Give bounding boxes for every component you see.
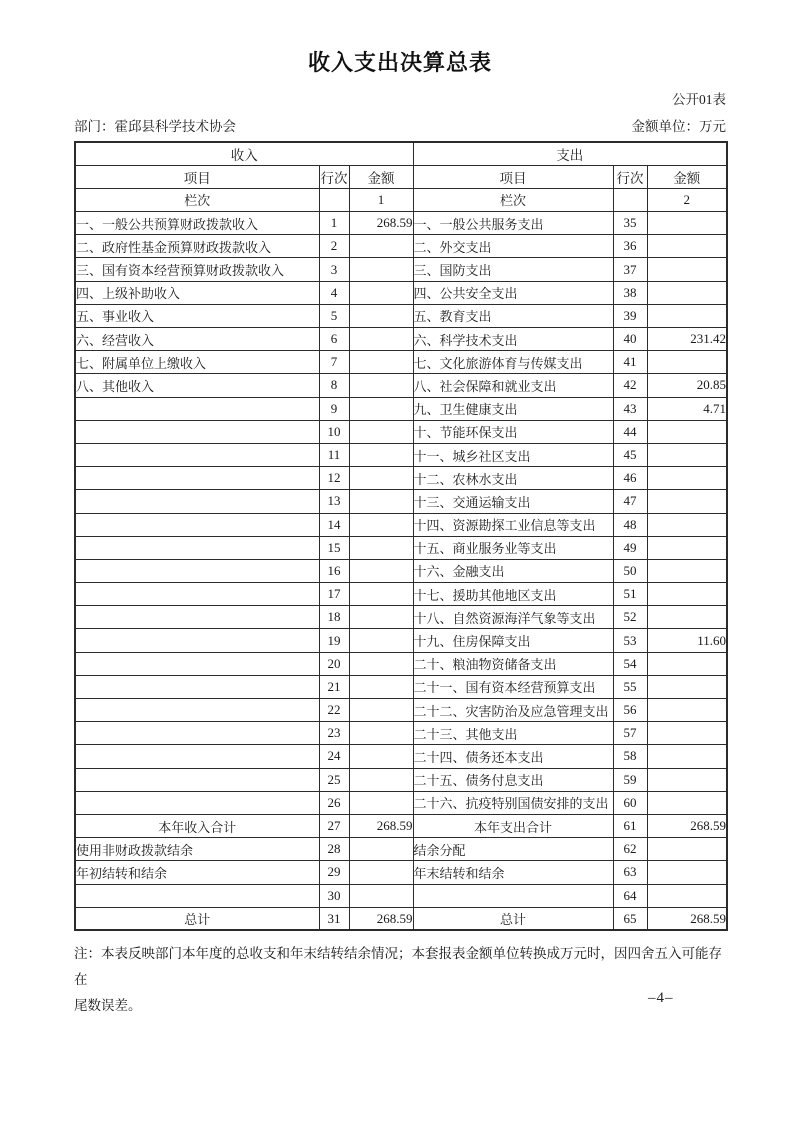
income-amount-cell (349, 791, 413, 814)
income-item-cell (75, 606, 319, 629)
table-row (75, 328, 727, 351)
expense-line-cell: 38 (613, 281, 647, 304)
income-amount-cell (349, 629, 413, 652)
expense-item-cell: 二十三、其他支出 (413, 722, 613, 745)
expense-amount-cell (647, 722, 727, 745)
income-amount-cell (349, 884, 413, 907)
income-line-cell: 4 (319, 281, 349, 304)
table-row (75, 490, 727, 513)
expense-amount-cell (647, 351, 727, 374)
expense-line-cell: 53 (613, 629, 647, 652)
expense-item-cell: 十二、农林水支出 (413, 467, 613, 490)
income-amount-cell (349, 328, 413, 351)
expense-line-header: 行次 (613, 165, 647, 188)
expense-amount-cell (647, 745, 727, 768)
expense-line-cell: 36 (613, 235, 647, 258)
income-line-cell: 27 (319, 814, 349, 837)
expense-item-cell (413, 884, 613, 907)
expense-item-cell: 十七、援助其他地区支出 (413, 583, 613, 606)
expense-amount-cell (647, 467, 727, 490)
income-item-cell: 六、经营收入 (75, 328, 319, 351)
expense-amount-cell (647, 420, 727, 443)
expense-item-cell: 总计 (413, 907, 613, 930)
section-header-row (75, 142, 727, 165)
expense-amount-cell (647, 443, 727, 466)
expense-item-cell: 七、文化旅游体育与传媒支出 (413, 351, 613, 374)
expense-line-cell: 59 (613, 768, 647, 791)
income-line-cell: 2 (319, 235, 349, 258)
expense-line-cell: 37 (613, 258, 647, 281)
income-item-cell (75, 583, 319, 606)
income-lanci-line-cell (319, 188, 349, 211)
expense-line-cell: 40 (613, 328, 647, 351)
expense-line-cell: 46 (613, 467, 647, 490)
income-line-cell: 19 (319, 629, 349, 652)
income-item-cell: 四、上级补助收入 (75, 281, 319, 304)
income-line-cell: 21 (319, 675, 349, 698)
expense-line-cell: 42 (613, 374, 647, 397)
expense-item-cell: 十八、自然资源海洋气象等支出 (413, 606, 613, 629)
income-line-cell: 13 (319, 490, 349, 513)
income-amount-cell (349, 768, 413, 791)
expense-item-cell: 三、国防支出 (413, 258, 613, 281)
expense-line-cell: 61 (613, 814, 647, 837)
income-section-header: 收入 (75, 142, 413, 165)
expense-amount-cell (647, 675, 727, 698)
expense-amount-cell (647, 884, 727, 907)
income-lanci-cell: 栏次 (75, 188, 319, 211)
expense-section-header: 支出 (413, 142, 727, 165)
income-item-cell: 一、一般公共预算财政拨款收入 (75, 212, 319, 235)
table-row (75, 258, 727, 281)
income-line-cell: 16 (319, 559, 349, 582)
income-amount-cell (349, 467, 413, 490)
income-item-cell (75, 443, 319, 466)
expense-col-index-cell: 2 (647, 188, 727, 211)
income-line-cell: 28 (319, 838, 349, 861)
page-title: 收入支出决算总表 (307, 50, 492, 75)
unit-label: 金额单位：万元 (631, 119, 726, 134)
expense-line-cell: 54 (613, 652, 647, 675)
expense-line-cell: 56 (613, 699, 647, 722)
expense-item-cell: 结余分配 (413, 838, 613, 861)
income-amount-header: 金额 (349, 165, 413, 188)
income-item-cell: 使用非财政拨款结余 (75, 838, 319, 861)
income-line-cell: 6 (319, 328, 349, 351)
expense-line-cell: 65 (613, 907, 647, 930)
income-line-cell: 12 (319, 467, 349, 490)
expense-amount-cell (647, 513, 727, 536)
expense-item-cell: 十五、商业服务业等支出 (413, 536, 613, 559)
income-amount-cell (349, 304, 413, 327)
income-item-cell: 七、附属单位上缴收入 (75, 351, 319, 374)
table-row (75, 374, 727, 397)
expense-amount-cell (647, 559, 727, 582)
income-amount-cell (349, 745, 413, 768)
expense-lanci-cell: 栏次 (413, 188, 613, 211)
income-item-header: 项目 (75, 165, 319, 188)
income-item-cell (75, 513, 319, 536)
income-item-cell (75, 675, 319, 698)
income-item-cell (75, 699, 319, 722)
income-line-cell: 17 (319, 583, 349, 606)
income-amount-cell: 268.59 (349, 907, 413, 930)
income-line-cell: 24 (319, 745, 349, 768)
column-index-row (75, 188, 727, 211)
expense-item-cell: 二、外交支出 (413, 235, 613, 258)
income-item-cell: 年初结转和结余 (75, 861, 319, 884)
department-label: 部门：霍邱县科学技术协会 (74, 119, 236, 134)
expense-line-cell: 48 (613, 513, 647, 536)
expense-amount-cell (647, 699, 727, 722)
expense-item-cell: 十九、住房保障支出 (413, 629, 613, 652)
income-item-cell (75, 791, 319, 814)
income-amount-cell (349, 397, 413, 420)
table-row (75, 814, 727, 837)
expense-line-cell: 50 (613, 559, 647, 582)
expense-amount-cell (647, 768, 727, 791)
expense-item-cell: 二十一、国有资本经营预算支出 (413, 675, 613, 698)
income-item-cell: 八、其他收入 (75, 374, 319, 397)
expense-line-cell: 51 (613, 583, 647, 606)
income-col-index-cell: 1 (349, 188, 413, 211)
income-line-cell: 14 (319, 513, 349, 536)
income-line-cell: 29 (319, 861, 349, 884)
income-amount-cell (349, 443, 413, 466)
income-amount-cell (349, 536, 413, 559)
income-item-cell (75, 722, 319, 745)
income-line-cell: 26 (319, 791, 349, 814)
footnote-line-1: 注：本表反映部门本年度的总收支和年末结转结余情况；本套报表金额单位转换成万元时，因四舍五入可能存在 (74, 946, 722, 988)
table-row (75, 235, 727, 258)
income-line-cell: 7 (319, 351, 349, 374)
table-row (75, 652, 727, 675)
table-row (75, 907, 727, 930)
income-amount-cell (349, 420, 413, 443)
expense-line-cell: 60 (613, 791, 647, 814)
expense-line-cell: 39 (613, 304, 647, 327)
income-line-cell: 5 (319, 304, 349, 327)
income-amount-cell (349, 513, 413, 536)
expense-item-cell: 九、卫生健康支出 (413, 397, 613, 420)
income-item-cell (75, 420, 319, 443)
table-row (75, 304, 727, 327)
table-row (75, 559, 727, 582)
expense-amount-cell (647, 791, 727, 814)
expense-line-cell: 43 (613, 397, 647, 420)
income-item-cell: 本年收入合计 (75, 814, 319, 837)
expense-line-cell: 41 (613, 351, 647, 374)
expense-amount-cell (647, 490, 727, 513)
income-amount-cell (349, 583, 413, 606)
expense-line-cell: 55 (613, 675, 647, 698)
income-item-cell (75, 884, 319, 907)
expense-line-cell: 45 (613, 443, 647, 466)
expense-amount-cell: 268.59 (647, 814, 727, 837)
table-row (75, 583, 727, 606)
table-row (75, 467, 727, 490)
table-row (75, 791, 727, 814)
expense-line-cell: 49 (613, 536, 647, 559)
income-item-cell: 总计 (75, 907, 319, 930)
expense-line-cell: 64 (613, 884, 647, 907)
income-item-cell (75, 536, 319, 559)
expense-item-cell: 年末结转和结余 (413, 861, 613, 884)
table-row (75, 699, 727, 722)
expense-line-cell: 62 (613, 838, 647, 861)
expense-item-cell: 四、公共安全支出 (413, 281, 613, 304)
income-item-cell (75, 397, 319, 420)
expense-line-cell: 58 (613, 745, 647, 768)
income-amount-cell (349, 722, 413, 745)
page-number: –4– (648, 990, 674, 1006)
income-amount-cell (349, 490, 413, 513)
income-item-cell: 五、事业收入 (75, 304, 319, 327)
expense-amount-cell (647, 606, 727, 629)
expense-amount-cell (647, 235, 727, 258)
income-line-cell: 30 (319, 884, 349, 907)
income-amount-cell (349, 235, 413, 258)
expense-item-cell: 二十、粮油物资储备支出 (413, 652, 613, 675)
income-amount-cell: 268.59 (349, 212, 413, 235)
expense-lanci-line-cell (613, 188, 647, 211)
expense-item-cell: 十四、资源勘探工业信息等支出 (413, 513, 613, 536)
summary-table (74, 141, 728, 931)
expense-amount-cell (647, 304, 727, 327)
expense-amount-cell (647, 536, 727, 559)
income-line-cell: 20 (319, 652, 349, 675)
expense-amount-cell (647, 583, 727, 606)
expense-amount-cell: 231.42 (647, 328, 727, 351)
income-amount-cell (349, 606, 413, 629)
table-row (75, 861, 727, 884)
expense-item-cell: 六、科学技术支出 (413, 328, 613, 351)
income-line-cell: 11 (319, 443, 349, 466)
expense-amount-cell: 20.85 (647, 374, 727, 397)
table-row (75, 606, 727, 629)
expense-line-cell: 35 (613, 212, 647, 235)
income-line-cell: 15 (319, 536, 349, 559)
table-row (75, 443, 727, 466)
income-line-cell: 31 (319, 907, 349, 930)
table-row (75, 351, 727, 374)
income-amount-cell (349, 675, 413, 698)
income-item-cell (75, 745, 319, 768)
expense-item-cell: 十六、金融支出 (413, 559, 613, 582)
income-amount-cell (349, 281, 413, 304)
expense-amount-cell (647, 281, 727, 304)
expense-item-cell: 五、教育支出 (413, 304, 613, 327)
income-item-cell (75, 467, 319, 490)
expense-item-cell: 二十五、债务付息支出 (413, 768, 613, 791)
expense-amount-cell: 4.71 (647, 397, 727, 420)
footnote-line-2: 尾数误差。 (74, 998, 142, 1014)
expense-line-cell: 47 (613, 490, 647, 513)
expense-line-cell: 57 (613, 722, 647, 745)
expense-line-cell: 44 (613, 420, 647, 443)
table-row (75, 675, 727, 698)
table-row (75, 838, 727, 861)
income-line-cell: 1 (319, 212, 349, 235)
income-amount-cell (349, 351, 413, 374)
expense-item-cell: 十三、交通运输支出 (413, 490, 613, 513)
income-amount-cell (349, 559, 413, 582)
income-amount-cell (349, 699, 413, 722)
income-amount-cell: 268.59 (349, 814, 413, 837)
income-item-cell (75, 559, 319, 582)
expense-amount-cell (647, 212, 727, 235)
income-item-cell (75, 652, 319, 675)
income-item-cell: 三、国有资本经营预算财政拨款收入 (75, 258, 319, 281)
income-line-cell: 25 (319, 768, 349, 791)
expense-line-cell: 63 (613, 861, 647, 884)
doc-label: 公开01表 (672, 92, 726, 107)
table-row (75, 884, 727, 907)
table-row (75, 212, 727, 235)
expense-item-cell: 二十二、灾害防治及应急管理支出 (413, 699, 613, 722)
table-row (75, 745, 727, 768)
income-item-cell (75, 490, 319, 513)
table-row (75, 281, 727, 304)
expense-line-cell: 52 (613, 606, 647, 629)
column-header-row (75, 165, 727, 188)
expense-item-cell: 二十四、债务还本支出 (413, 745, 613, 768)
expense-amount-cell: 268.59 (647, 907, 727, 930)
expense-item-cell: 八、社会保障和就业支出 (413, 374, 613, 397)
footnote (74, 941, 726, 1019)
income-line-cell: 3 (319, 258, 349, 281)
table-row (75, 397, 727, 420)
income-line-cell: 9 (319, 397, 349, 420)
expense-amount-cell (647, 258, 727, 281)
income-line-cell: 8 (319, 374, 349, 397)
income-line-header: 行次 (319, 165, 349, 188)
table-row (75, 513, 727, 536)
income-line-cell: 22 (319, 699, 349, 722)
income-line-cell: 23 (319, 722, 349, 745)
expense-amount-cell (647, 838, 727, 861)
expense-amount-header: 金额 (647, 165, 727, 188)
table-row (75, 722, 727, 745)
income-item-cell (75, 768, 319, 791)
table-row (75, 629, 727, 652)
expense-item-cell: 十一、城乡社区支出 (413, 443, 613, 466)
income-amount-cell (349, 258, 413, 281)
income-amount-cell (349, 861, 413, 884)
income-amount-cell (349, 374, 413, 397)
meta-row (74, 115, 726, 135)
expense-item-cell: 一、一般公共服务支出 (413, 212, 613, 235)
expense-item-cell: 二十六、抗疫特别国债安排的支出 (413, 791, 613, 814)
expense-item-header: 项目 (413, 165, 613, 188)
income-item-cell: 二、政府性基金预算财政拨款收入 (75, 235, 319, 258)
expense-item-cell: 十、节能环保支出 (413, 420, 613, 443)
table-row (75, 420, 727, 443)
income-line-cell: 18 (319, 606, 349, 629)
income-line-cell: 10 (319, 420, 349, 443)
expense-amount-cell (647, 652, 727, 675)
income-item-cell (75, 629, 319, 652)
table-row (75, 536, 727, 559)
income-amount-cell (349, 838, 413, 861)
expense-amount-cell (647, 861, 727, 884)
income-amount-cell (349, 652, 413, 675)
expense-amount-cell: 11.60 (647, 629, 727, 652)
expense-item-cell: 本年支出合计 (413, 814, 613, 837)
table-row (75, 768, 727, 791)
